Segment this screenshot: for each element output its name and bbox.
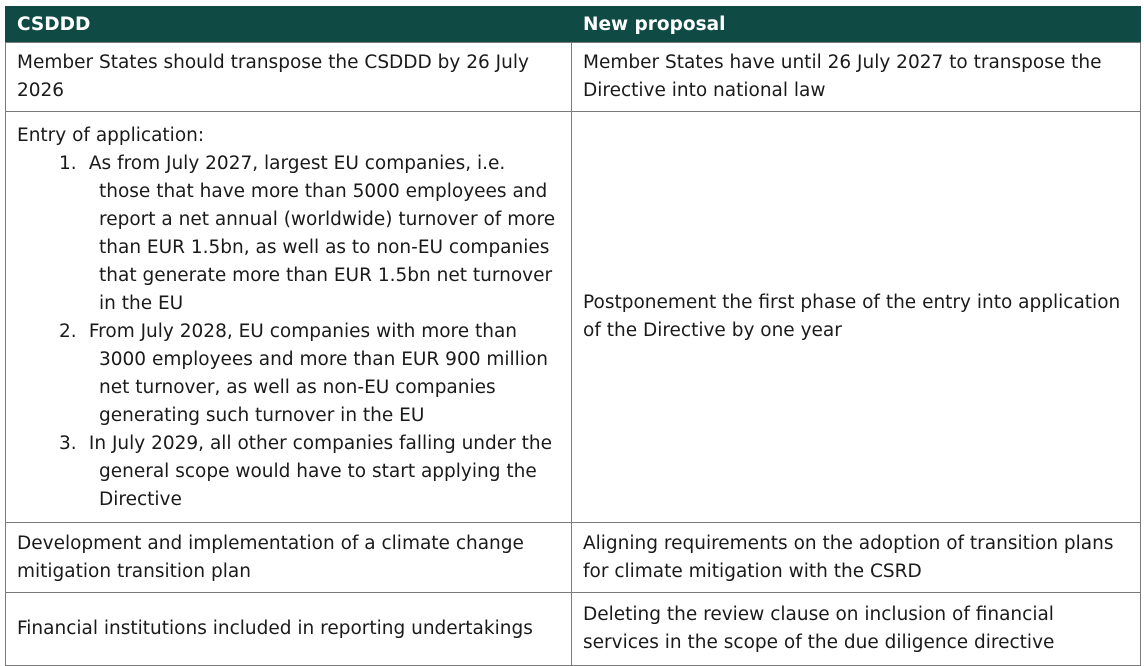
table-row (6, 523, 1141, 593)
header-row (6, 7, 1141, 43)
list-number: 3. (59, 433, 77, 454)
proposal-cell: Aligning requirements on the adoption of transition plans for climate mitigation with the CSRD (572, 523, 1141, 593)
list-number: 2. (59, 321, 77, 342)
list-item-text: As from July 2027, largest EU companies, i.e. those that have more than 5000 employees and report a net annual (worldwide) turnover of more than EUR 1.5bn, as well as to non-EU companies that generate more than EUR 1.5bn net turnover in the EU (88, 153, 556, 314)
proposal-cell: Member States have until 26 July 2027 to transpose the Directive into national law (572, 43, 1141, 112)
column-header-csddd: CSDDD (6, 7, 572, 43)
csddd-cell: Member States should transpose the CSDDD by 26 July 2026 (6, 43, 572, 112)
list-item-text: In July 2029, all other companies falling under the general scope would have to start applying the Directive (88, 433, 553, 510)
entry-of-application-label: Entry of application: (17, 125, 205, 146)
list-number: 1. (59, 153, 77, 174)
proposal-cell: Postponement the first phase of the entry into application of the Directive by one year (572, 112, 1141, 523)
proposal-cell: Deleting the review clause on inclusion of financial services in the scope of the due diligence directive (572, 593, 1141, 666)
comparison-table (5, 6, 1141, 666)
table-row (6, 112, 1141, 523)
column-header-new-proposal: New proposal (572, 7, 1141, 43)
csddd-cell: Development and implementation of a climate change mitigation transition plan (6, 523, 572, 593)
csddd-cell (6, 112, 572, 523)
application-phases-list (17, 150, 561, 514)
table-row (6, 43, 1141, 112)
list-item-text: From July 2028, EU companies with more than 3000 employees and more than EUR 900 million net turnover, as well as non-EU companies generating such turnover in the EU (88, 321, 548, 426)
csddd-cell: Financial institutions included in reporting undertakings (6, 593, 572, 666)
list-item (17, 318, 561, 430)
table-row (6, 593, 1141, 666)
list-item (17, 430, 561, 514)
list-item (17, 150, 561, 318)
